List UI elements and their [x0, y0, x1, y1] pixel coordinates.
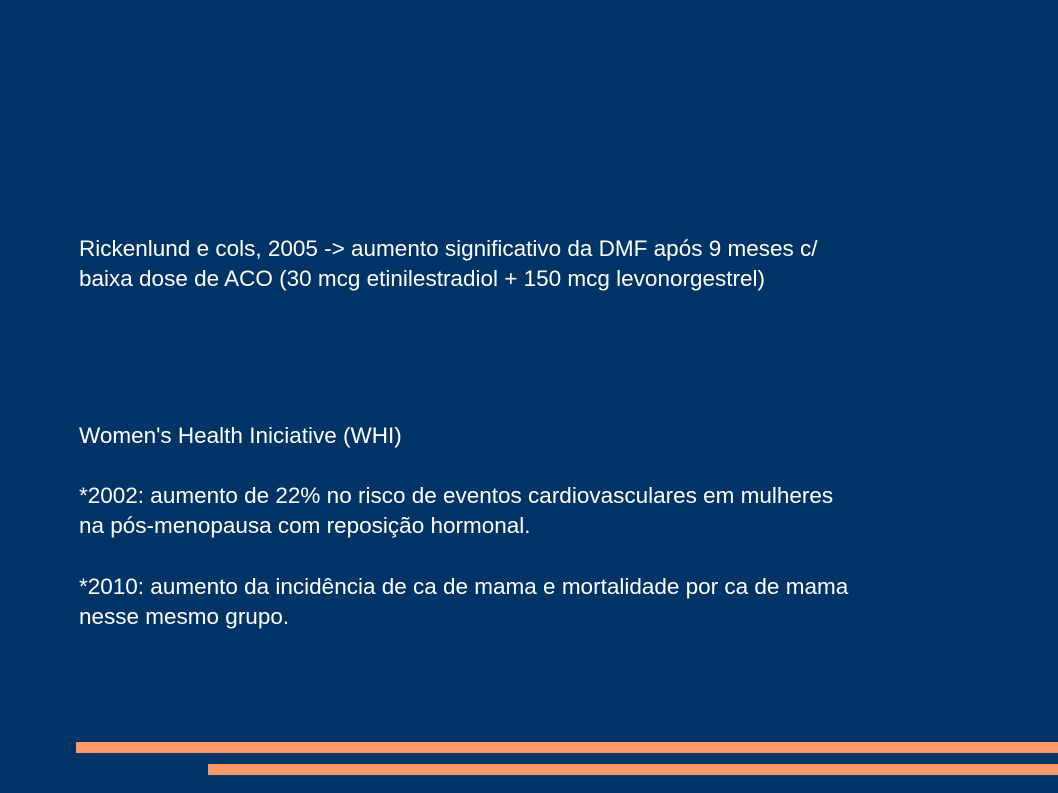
text-line: *2002: aumento de 22% no risco de eventos cardiovasculares em mulheres: [79, 483, 834, 508]
text-line: Women's Health Iniciative (WHI): [79, 423, 402, 448]
text-line: *2010: aumento da incidência de ca de mama e mortalidade por ca de mama: [79, 574, 849, 599]
decorative-bar-top: [76, 742, 1058, 753]
text-line: na pós-menopausa com reposição hormonal.: [79, 513, 531, 538]
paragraph-rickenlund: [79, 234, 1019, 294]
decorative-bar-bottom: [208, 764, 1058, 775]
paragraph-whi-2010: [79, 572, 1019, 632]
paragraph-whi-2002: [79, 481, 1019, 541]
text-line: nesse mesmo grupo.: [79, 604, 290, 629]
text-line: baixa dose de ACO (30 mcg etinilestradiol + 150 mcg levonorgestrel): [79, 266, 765, 291]
text-line: Rickenlund e cols, 2005 -> aumento significativo da DMF após 9 meses c/: [79, 236, 818, 261]
paragraph-whi-heading: [79, 421, 1019, 451]
